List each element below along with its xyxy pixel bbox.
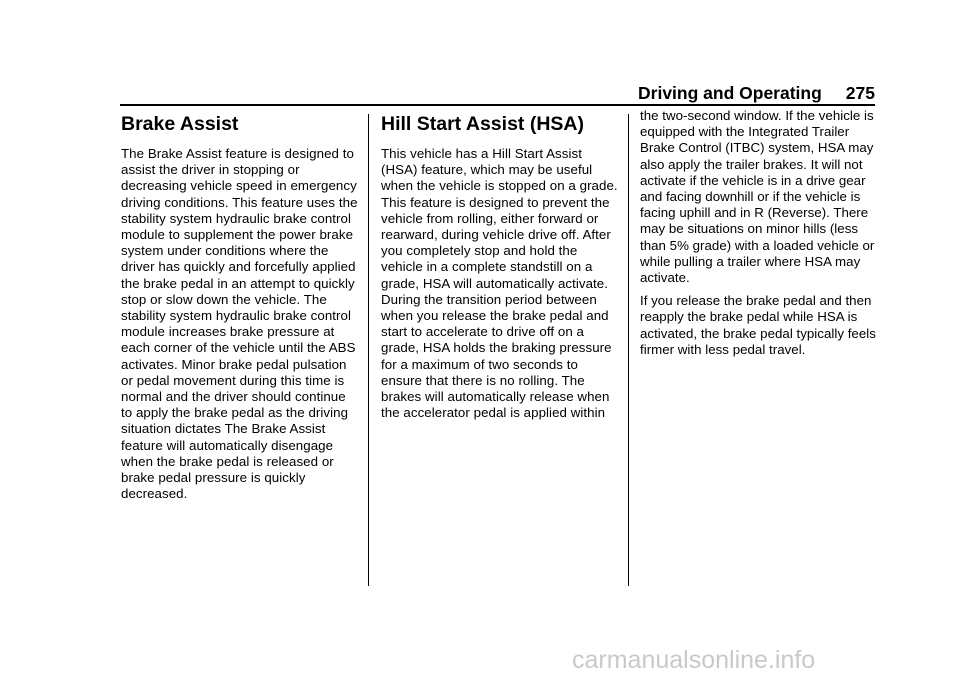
hill-start-assist-heading: Hill Start Assist (HSA) xyxy=(381,113,584,135)
column-hill-start-assist xyxy=(381,108,619,421)
column-divider-left xyxy=(368,114,369,586)
brake-assist-heading: Brake Assist xyxy=(121,113,239,135)
header-rule xyxy=(120,104,875,106)
column-brake-assist xyxy=(121,108,359,502)
hill-start-assist-body-part1: This vehicle has a Hill Start Assist (HSA) feature, which may be useful when the vehicle is stopped on a grade. This feature is designed to prevent the vehicle from rolling, either forward or rearward, during vehicle drive off. After you completely stop and hold the vehicle in a complete standstill on a grade, HSA will automatically activate. During the transition period between when you release the brake pedal and start to accelerate to drive off on a grade, HSA holds the braking pressure for a maximum of two seconds to ensure that there is no rolling. The brakes will automatically release when the accelerator pedal is applied within xyxy=(381,146,618,421)
hill-start-assist-body-part3: If you release the brake pedal and then reapply the brake pedal while HSA is activated, the brake pedal typically feels firmer with less pedal travel. xyxy=(640,293,876,357)
page-number: 275 xyxy=(845,83,875,103)
section-title: Driving and Operating xyxy=(638,83,822,103)
column-hill-start-assist-continued xyxy=(640,108,878,358)
page-header xyxy=(0,80,875,106)
hill-start-assist-body-part2: the two-second window. If the vehicle is equipped with the Integrated Trailer Brake Control (ITBC) system, HSA may also apply the trailer brakes. It will not activate if the vehicle is in a drive gear and facing downhill or if the vehicle is facing uphill and in R (Reverse). There may be situations on minor hills (less than 5% grade) with a loaded vehicle or while pulling a trailer where HSA may activate. xyxy=(640,108,875,286)
column-divider-right xyxy=(628,114,629,586)
brake-assist-body: The Brake Assist feature is designed to assist the driver in stopping or decreasing vehicle speed in emergency driving conditions. This feature uses the stability system hydraulic brake control module to supplement the power brake system under conditions where the driver has quickly and forcefully applied the brake pedal in an attempt to quickly stop or slow down the vehicle. The stability system hydraulic brake control module increases brake pressure at each corner of the vehicle until the ABS activates. Minor brake pedal pulsation or pedal movement during this time is normal and the driver should continue to apply the brake pedal as the driving situation dictates The Brake Assist feature will automatically disengage when the brake pedal is released or brake pedal pressure is quickly decreased. xyxy=(121,146,358,502)
watermark: carmanualsonline.info xyxy=(572,646,816,674)
